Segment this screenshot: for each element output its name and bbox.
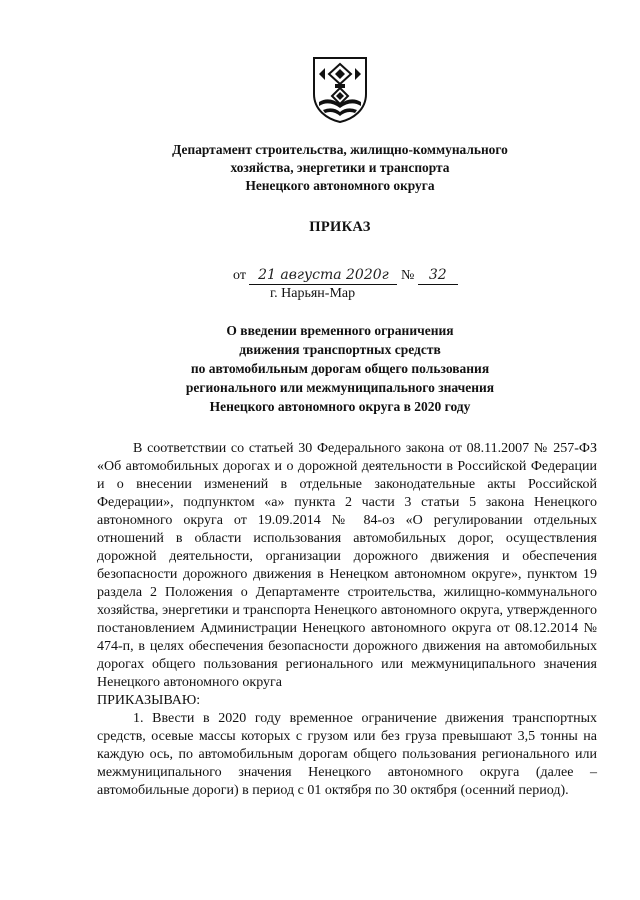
department-line: Департамент строительства, жилищно-коммунального	[172, 142, 508, 157]
subject-line: регионального или межмуниципального значения	[185, 380, 495, 395]
department-name	[130, 141, 550, 195]
order-body	[97, 440, 597, 800]
order-date-number	[233, 266, 458, 285]
city: г. Нарьян-Мар	[270, 286, 356, 301]
handwritten-date: 21 августа 2020г	[249, 266, 397, 285]
number-prefix: №	[400, 268, 415, 283]
subject-line: О введении временного ограничения	[226, 323, 454, 338]
order-title: ПРИКАЗ	[309, 219, 371, 235]
handwritten-number: 32	[418, 266, 458, 285]
department-line: Ненецкого автономного округа	[245, 178, 435, 193]
date-prefix: от	[233, 268, 246, 283]
subject-line: движения транспортных средств	[239, 342, 441, 357]
item-1-paragraph: 1. Ввести в 2020 году временное ограничение движения транспортных средств, осевые массы которых с грузом или без груза превышают 3,5 тонны на каждую ось, по автомобильным дорогам общего пользования регионального или межмуниципального значения Ненецкого автономного округа (далее – автомобильные дороги) в период с 01 октября по 30 октября (осенний период).	[97, 711, 597, 798]
department-line: хозяйства, энергетики и транспорта	[230, 160, 450, 175]
coat-of-arms-icon	[311, 56, 369, 124]
subject-line: по автомобильным дорогам общего пользования	[190, 361, 490, 376]
preamble-paragraph: В соответствии со статьей 30 Федерального закона от 08.11.2007 № 257-ФЗ «Об автомобильных дорогах и о дорожной деятельности в Российской Федерации и о внесении изменений в отдельные законодательные акты Российской Федерации», подпунктом «а» пункта 2 части 3 статьи 5 закона Ненецкого автономного округа от 19.09.2014 № 84-оз «О регулировании отдельных отношений в области использования автомобильных дорог, осуществления дорожной деятельности, организации дорожного движения и обеспечения безопасности дорожного движения в Ненецком автономном округе», пунктом 19 раздела 2 Положения о Департаменте строительства, жилищно-коммунального хозяйства, энергетики и транспорта Ненецкого автономного округа, утвержденного постановлением Администрации Ненецкого автономного округа от 08.12.2014 № 474-п, в целях обеспечения безопасности дорожного движения на автомобильных дорогах общего пользования регионального или межмуниципального значения Ненецкого автономного округа	[97, 441, 597, 690]
command-word: ПРИКАЗЫВАЮ:	[97, 693, 201, 708]
order-subject	[140, 321, 540, 416]
subject-line: Ненецкого автономного округа в 2020 году	[209, 399, 471, 414]
